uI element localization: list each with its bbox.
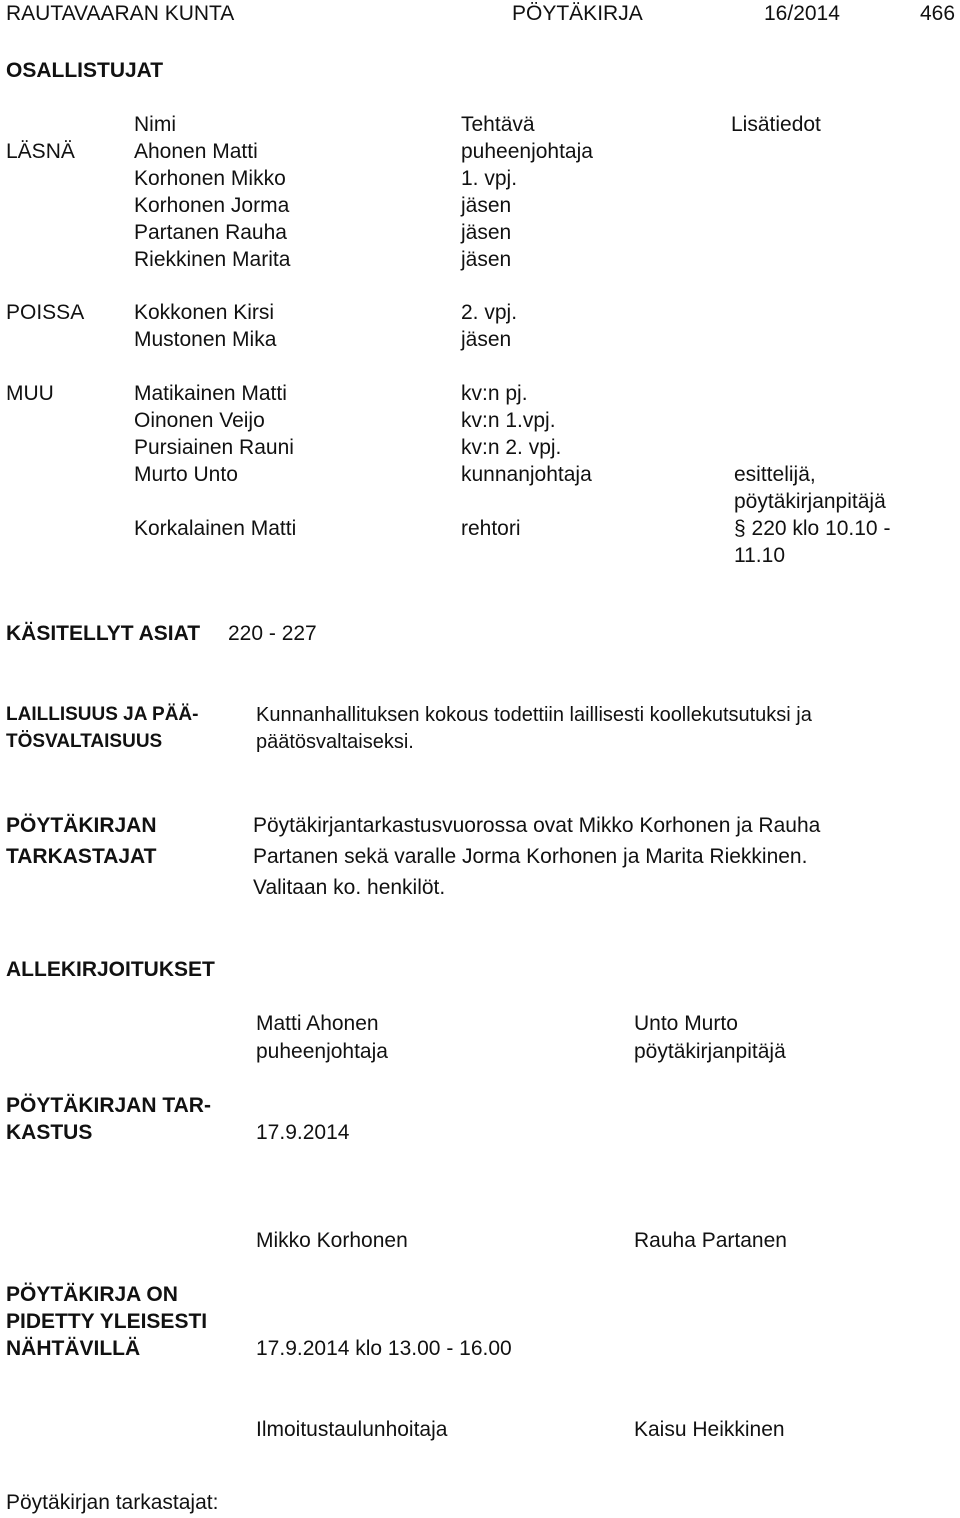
footer-text: Pöytäkirjan tarkastajat: — [6, 1491, 219, 1514]
legality-text: Kunnanhallituksen kokous todettiin laillisesti koollekutsutuksi ja — [256, 704, 812, 726]
review-label: KASTUS — [6, 1121, 93, 1144]
signer-role: pöytäkirjanpitäjä — [634, 1040, 786, 1063]
legality-text: päätösvaltaiseksi. — [256, 731, 414, 753]
participant-name: Matikainen Matti — [134, 382, 287, 405]
present-label: LÄSNÄ — [6, 140, 75, 163]
participant-role: kv:n 2. vpj. — [461, 436, 562, 459]
participant-role: rehtori — [461, 517, 521, 540]
participant-role: jäsen — [461, 248, 512, 271]
participant-name: Korkalainen Matti — [134, 517, 297, 540]
signer-role: puheenjohtaja — [256, 1040, 388, 1063]
inspectors-text: Valitaan ko. henkilöt. — [253, 876, 446, 899]
participant-notes: § 220 klo 10.10 - — [734, 517, 891, 540]
participant-role: jäsen — [461, 221, 512, 244]
handled-items-range: 220 - 227 — [228, 622, 317, 645]
participant-name: Oinonen Veijo — [134, 409, 265, 432]
participant-notes: pöytäkirjanpitäjä — [734, 490, 886, 513]
review-date: 17.9.2014 — [256, 1121, 350, 1144]
participant-name: Ahonen Matti — [134, 140, 258, 163]
municipality-name: RAUTAVAARAN KUNTA — [6, 2, 235, 25]
review-inspector-name: Rauha Partanen — [634, 1229, 787, 1252]
column-header-name: Nimi — [134, 113, 176, 136]
inspectors-label: TARKASTAJAT — [6, 845, 157, 868]
notice-board-person: Kaisu Heikkinen — [634, 1418, 785, 1441]
column-header-role: Tehtävä — [461, 113, 535, 136]
participant-name: Partanen Rauha — [134, 221, 287, 244]
participant-notes: 11.10 — [734, 544, 785, 567]
inspectors-text: Partanen sekä varalle Jorma Korhonen ja Marita Riekkinen. — [253, 845, 808, 868]
public-display-label: PÖYTÄKIRJA ON — [6, 1283, 178, 1306]
inspectors-label: PÖYTÄKIRJAN — [6, 814, 157, 837]
participant-name: Kokkonen Kirsi — [134, 301, 275, 324]
other-label: MUU — [6, 382, 54, 405]
page-number: 466 — [920, 2, 956, 25]
participant-role: jäsen — [461, 194, 512, 217]
participants-heading: OSALLISTUJAT — [6, 59, 164, 82]
document-number: 16/2014 — [764, 2, 840, 25]
participant-name: Korhonen Mikko — [134, 167, 286, 190]
legality-label: TÖSVALTAISUUS — [6, 731, 163, 752]
signatures-heading: ALLEKIRJOITUKSET — [6, 958, 215, 981]
participant-role: 1. vpj. — [461, 167, 518, 190]
participant-notes: esittelijä, — [734, 463, 816, 486]
signer-name: Unto Murto — [634, 1012, 738, 1035]
participant-name: Mustonen Mika — [134, 328, 277, 351]
review-inspector-name: Mikko Korhonen — [256, 1229, 408, 1252]
participant-name: Riekkinen Marita — [134, 248, 291, 271]
inspectors-text: Pöytäkirjantarkastusvuorossa ovat Mikko Korhonen ja Rauha — [253, 814, 821, 837]
public-display-label: NÄHTÄVILLÄ — [6, 1337, 141, 1360]
participant-role: kv:n 1.vpj. — [461, 409, 556, 432]
participant-role: 2. vpj. — [461, 301, 518, 324]
participant-role: kunnanjohtaja — [461, 463, 592, 486]
legality-label: LAILLISUUS JA PÄÄ- — [6, 704, 199, 725]
participant-name: Korhonen Jorma — [134, 194, 290, 217]
participant-name: Pursiainen Rauni — [134, 436, 294, 459]
participant-role: kv:n pj. — [461, 382, 528, 405]
review-label: PÖYTÄKIRJAN TAR- — [6, 1094, 211, 1117]
participant-role: jäsen — [461, 328, 512, 351]
public-display-datetime: 17.9.2014 klo 13.00 - 16.00 — [256, 1337, 512, 1360]
participant-role: puheenjohtaja — [461, 140, 593, 163]
notice-board-role: Ilmoitustaulunhoitaja — [256, 1418, 448, 1441]
public-display-label: PIDETTY YLEISESTI — [6, 1310, 208, 1333]
signer-name: Matti Ahonen — [256, 1012, 379, 1035]
document-type: PÖYTÄKIRJA — [512, 2, 643, 25]
participant-name: Murto Unto — [134, 463, 238, 486]
column-header-notes: Lisätiedot — [731, 113, 821, 136]
absent-label: POISSA — [6, 301, 85, 324]
handled-items-label: KÄSITELLYT ASIAT — [6, 622, 201, 645]
